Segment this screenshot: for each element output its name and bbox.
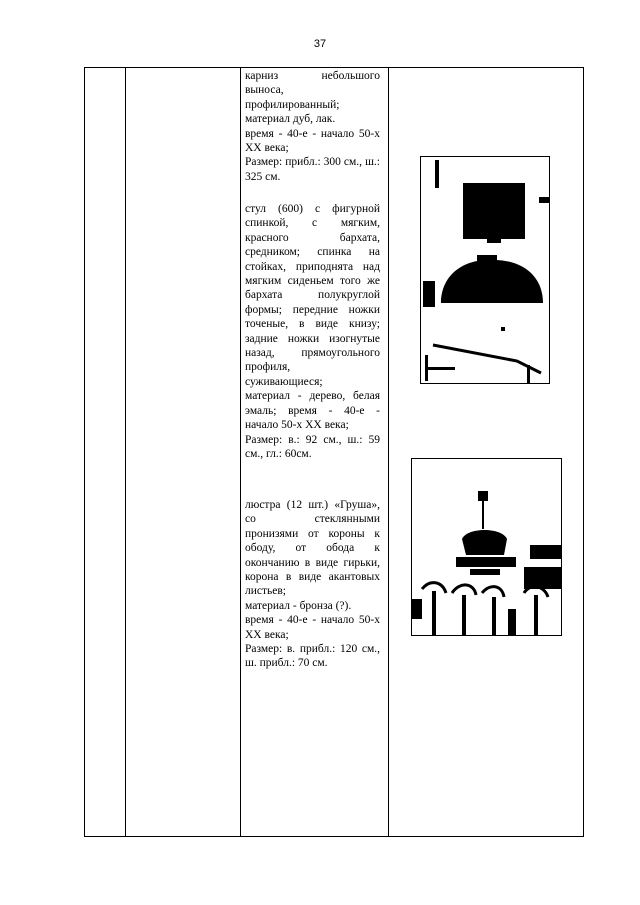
chair-image <box>421 157 549 383</box>
description-line: люстра (12 шт.) «Груша», со стеклянными пронизями от короны к ободу, от обода к окончанию в виде гирьки, корона в виде акантовых листьев; <box>245 499 380 598</box>
description-line: суживающиеся; <box>245 375 323 388</box>
column-divider <box>240 68 241 836</box>
description-line: материал дуб, лак. <box>245 113 336 126</box>
description-line: материал - бронза (?). <box>245 599 352 612</box>
column-divider <box>125 68 126 836</box>
description-line: Размер: в. прибл.: 120 см., ш. прибл.: 70 см. <box>245 643 380 670</box>
page-number: 37 <box>313 38 327 50</box>
description-line: профилированный; <box>245 98 340 111</box>
item-chair-description <box>245 202 380 461</box>
chandelier-photo <box>411 458 562 636</box>
item-chandelier-description <box>245 498 380 671</box>
description-line: время - 40-е - начало 50-х XX века; <box>245 614 380 641</box>
description-line: карниз небольшого выноса, <box>245 70 380 97</box>
description-line: время - 40-е - начало 50-х XX века; <box>245 127 380 155</box>
chair-photo <box>420 156 550 384</box>
column-divider <box>388 68 389 836</box>
description-line: материал - дерево, белая эмаль; время - 40-е - начало 50-х XX века; <box>245 390 380 432</box>
chandelier-image <box>412 459 561 635</box>
description-line: Размер: прибл.: 300 см., ш.: 325 см. <box>245 156 380 183</box>
description-line: стул (600) с фигурной спинкой, с мягким, красного бархата, средником; спинка на стойках, приподнята над мягким сиденьем того же бархата полукруглой формы; передние ножки точеные, в виде книзу; задние ножки изогнутые назад, прямоугольного профиля, <box>245 203 380 374</box>
description-line: Размер: в.: 92 см., ш.: 59 см., гл.: 60см. <box>245 433 380 460</box>
item-cornice-description <box>245 69 380 184</box>
